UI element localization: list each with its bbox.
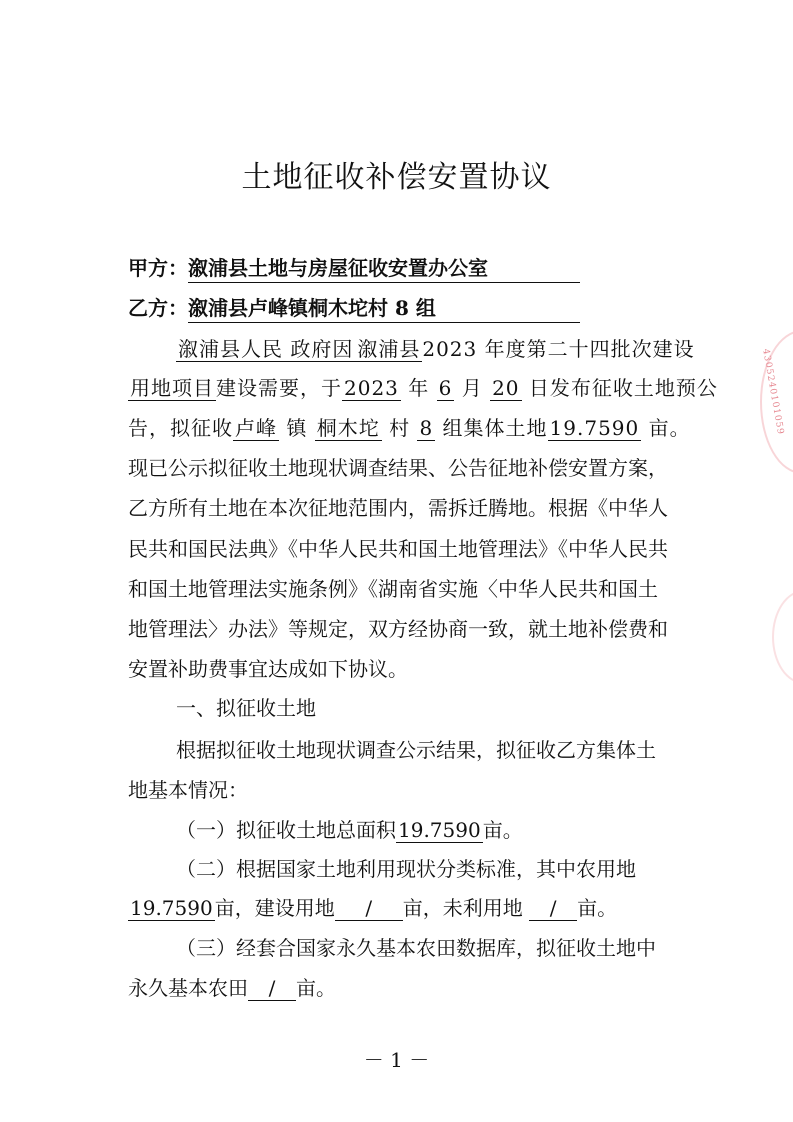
group-number: 8 xyxy=(419,416,434,440)
notice-day: 20 xyxy=(492,376,520,400)
para1-line1: 溆浦县人民 政府因 溆浦县 2023 年度第二十四批次建设 xyxy=(178,337,695,361)
section1-intro-line1: 根据拟征收土地现状调查公示结果，拟征收乙方集体土 xyxy=(176,738,656,762)
red-seal-stamp-partial xyxy=(772,590,793,684)
para1-line2: 用地项目 建设需要，于 2023 年 6 月 20 日发布征收土地预公 xyxy=(130,376,718,400)
party-a-label: 甲方： xyxy=(128,256,188,280)
farmland-area: 19.7590 xyxy=(130,896,213,920)
para1-line3: 告，拟征收 卢峰 镇 桐木坨 村 8 组集体土地 19.7590 亩。 xyxy=(128,416,691,440)
item2-line1: （二）根据国家土地利用现状分类标准，其中农用地 xyxy=(176,857,636,881)
item3-line1: （三）经套合国家永久基本农田数据库，拟征收土地中 xyxy=(176,936,656,960)
county-name: 溆浦县 xyxy=(357,337,421,361)
para1-line5: 乙方所有土地在本次征地范围内，需拆迁腾地。根据《中华人 xyxy=(128,496,668,520)
item1: （一）拟征收土地总面积 19.7590 亩。 xyxy=(176,818,523,842)
document-title: 土地征收补偿安置协议 xyxy=(241,160,552,195)
total-area: 19.7590 xyxy=(549,416,640,440)
unused-land-area: / xyxy=(529,896,577,921)
section1-intro-line2: 地基本情况： xyxy=(128,778,248,802)
project-name: 用地项目 xyxy=(130,376,214,400)
item1-area: 19.7590 xyxy=(398,818,481,842)
party-a-name: 溆浦县土地与房屋征收安置办公室 xyxy=(188,252,580,283)
town-name: 卢峰 xyxy=(235,416,277,440)
basic-farmland-area: / xyxy=(248,976,296,1001)
item3-line2: 永久基本农田 / 亩。 xyxy=(128,976,336,1000)
party-b xyxy=(128,292,580,323)
para1-line7: 和国土地管理法实施条例》《湖南省实施〈中华人民共和国土 xyxy=(128,577,658,601)
gov-name: 溆浦县人民 政府因 xyxy=(178,337,354,361)
party-a xyxy=(128,252,580,283)
section1-heading: 一、拟征收土地 xyxy=(176,696,316,720)
para1-line6: 民共和国民法典》《中华人民共和国土地管理法》《中华人民共 xyxy=(128,537,668,561)
para1-line9: 安置补助费事宜达成如下协议。 xyxy=(128,657,408,681)
party-b-label: 乙方： xyxy=(128,296,188,320)
page-number: － 1 － xyxy=(363,1048,430,1072)
notice-year: 2023 xyxy=(344,376,399,400)
para1-line4: 现已公示拟征收土地现状调查结果、公告征地补偿安置方案， xyxy=(128,456,668,480)
village-name: 桐木坨 xyxy=(316,416,380,440)
construction-land-area: / xyxy=(335,896,403,921)
seal-number: 4305240101059 xyxy=(760,348,786,436)
para1-line8: 地管理法〉办法》等规定，双方经协商一致，就土地补偿费和 xyxy=(128,617,668,641)
notice-month: 6 xyxy=(438,376,453,400)
item2-line2: 19.7590 亩，建设用地 / 亩，未利用地 / 亩。 xyxy=(130,896,618,920)
party-b-name: 溆浦县卢峰镇桐木坨村 8 组 xyxy=(188,292,580,323)
